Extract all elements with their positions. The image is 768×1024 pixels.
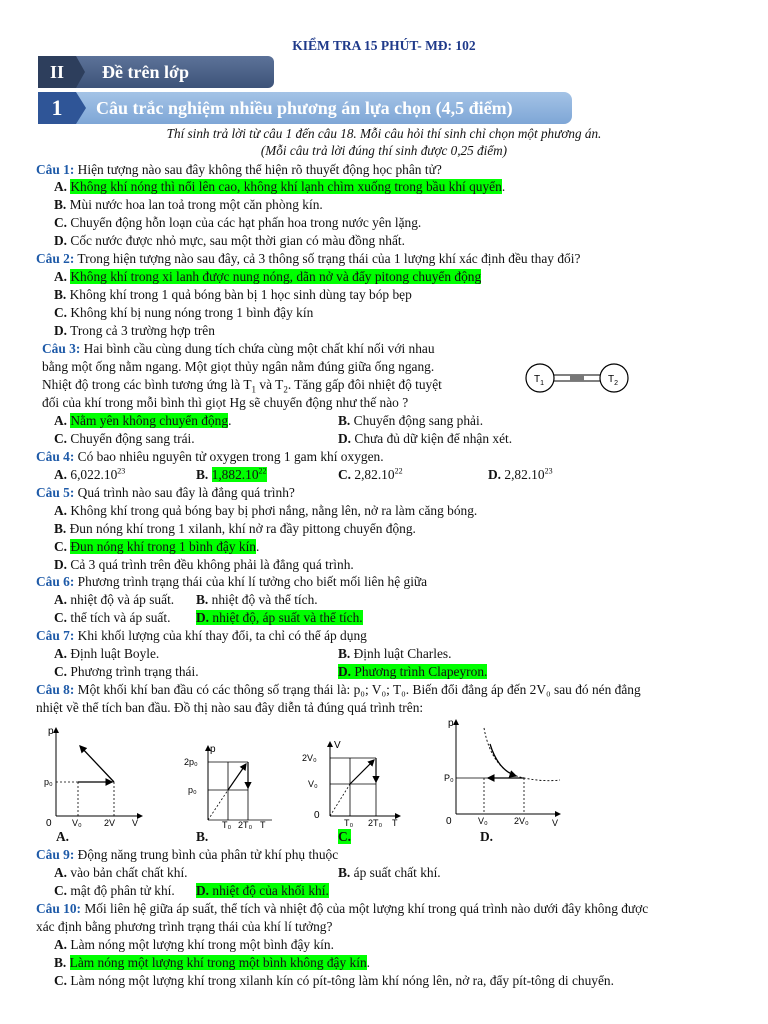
question-10-line-2: xác định bằng phương trình trạng thái của khí lí tưởng? bbox=[36, 919, 333, 934]
q1-option-b: B. Mùi nước hoa lan toả trong một căn phòng kín. bbox=[54, 197, 323, 212]
question-2: Câu 2: Trong hiện tượng nào sau đây, cả 3 thông số trạng thái của 1 lượng khí xác định đều thay đổi? bbox=[36, 251, 581, 266]
q9-option-c: C. mật độ phân tử khí. bbox=[54, 883, 175, 898]
graph-c bbox=[300, 736, 410, 830]
svg-text:V: V bbox=[132, 818, 139, 828]
two-flask-figure bbox=[522, 360, 634, 396]
flask-t2-label: $T_2$ bbox=[608, 374, 619, 387]
question-10-line-1: Câu 10: Mối liên hệ giữa áp suất, thể tích và nhiệt độ của một lượng khí trong quá trình nào dưới đây không được bbox=[36, 901, 649, 916]
instruction-line-2: (Mỗi câu trả lời đúng thí sinh được 0,25 điểm) bbox=[260, 143, 508, 158]
exam-title: KIỂM TRA 15 PHÚT- MĐ: 102 bbox=[292, 38, 476, 53]
question-8-line-1: Câu 8: Một khối khí ban đầu có các thông số trạng thái là: p₀; V₀; T₀. Biến đổi đẳng áp đến 2V₀ sau đó nén đẳng bbox=[36, 682, 641, 697]
q2-option-c: C. Không khí bị nung nóng trong 1 bình đậy kín bbox=[54, 305, 314, 320]
svg-text:2V₀: 2V₀ bbox=[514, 816, 529, 826]
q10-option-c: C. Làm nóng một lượng khí trong xilanh kín có pít-tông làm khí nóng lên, nở ra, đẩy pít-tông di chuyển. bbox=[54, 973, 614, 988]
svg-text:0: 0 bbox=[314, 810, 320, 821]
question-6: Câu 6: Phương trình trạng thái của khí lí tưởng cho biết mối liên hệ giữa bbox=[36, 574, 428, 589]
q9-option-b: B. áp suất chất khí. bbox=[338, 865, 441, 880]
q6-option-c: C. thể tích và áp suất. bbox=[54, 610, 171, 625]
graph-b-label: B. bbox=[196, 829, 209, 844]
graph-d-label: D. bbox=[480, 829, 494, 844]
question-5: Câu 5: Quá trình nào sau đây là đẳng quá trình? bbox=[36, 485, 295, 500]
svg-text:T: T bbox=[392, 818, 398, 828]
q3-option-a: A. Nằm yên không chuyển động. bbox=[54, 413, 232, 428]
q5-option-b: B. Đun nóng khí trong 1 xilanh, khí nở ra đầy pittong chuyển động. bbox=[54, 521, 416, 536]
graph-c-label: C. bbox=[338, 829, 352, 844]
svg-text:V: V bbox=[334, 740, 341, 751]
svg-text:V₀: V₀ bbox=[72, 818, 82, 828]
q7-option-a: A. Định luật Boyle. bbox=[54, 646, 160, 661]
mercury-drop bbox=[570, 375, 584, 381]
question-8-line-2: nhiệt về thể tích ban đầu. Đồ thị nào sau đây diễn tả đúng quá trình trên: bbox=[36, 700, 424, 715]
svg-text:V₀: V₀ bbox=[478, 816, 488, 826]
q7-option-c: C. Phương trình trạng thái. bbox=[54, 664, 199, 679]
svg-text:2V₀: 2V₀ bbox=[302, 753, 317, 763]
svg-text:p: p bbox=[210, 744, 216, 755]
q10-option-b: B. Làm nóng một lượng khí trong một bình không đậy kín. bbox=[54, 955, 371, 970]
q1-option-d: D. Cốc nước được nhỏ mực, sau một thời gian có màu đồng nhất. bbox=[54, 233, 405, 248]
svg-text:T₀: T₀ bbox=[344, 818, 354, 828]
compression-segment bbox=[80, 746, 114, 782]
q9-option-d: D. nhiệt độ của khối khí. bbox=[196, 883, 329, 898]
graph-a-label: A. bbox=[56, 829, 70, 844]
svg-text:2T₀: 2T₀ bbox=[238, 820, 253, 830]
svg-text:V₀: V₀ bbox=[308, 779, 318, 789]
question-4: Câu 4: Có bao nhiêu nguyên tử oxygen trong 1 gam khí oxygen. bbox=[36, 449, 384, 464]
q1-option-c: C. Chuyển động hỗn loạn của các hạt phấn hoa trong nước yên lặng. bbox=[54, 215, 422, 230]
svg-text:p: p bbox=[448, 718, 454, 729]
q3-option-d: D. Chưa đủ dữ kiện để nhận xét. bbox=[338, 431, 513, 446]
section-title: Đề trên lớp bbox=[102, 62, 189, 82]
section-header-ii bbox=[38, 56, 274, 88]
subsection-header-1 bbox=[38, 92, 572, 124]
q3-option-b: B. Chuyển động sang phải. bbox=[338, 413, 484, 428]
svg-text:2p₀: 2p₀ bbox=[184, 757, 198, 767]
subsection-number: 1 bbox=[38, 92, 76, 124]
q6-option-d: D. nhiệt độ, áp suất và thể tích. bbox=[196, 610, 363, 625]
svg-text:p₀: p₀ bbox=[44, 777, 53, 787]
graph-d bbox=[440, 714, 570, 828]
q6-option-a: A. nhiệt độ và áp suất. bbox=[54, 592, 175, 607]
svg-text:2T₀: 2T₀ bbox=[368, 818, 383, 828]
question-7: Câu 7: Khi khối lượng của khí thay đổi, ta chỉ có thể áp dụng bbox=[36, 628, 367, 643]
q7-option-d: D. Phương trình Clapeyron. bbox=[338, 664, 488, 679]
q9-option-a: A. vào bản chất chất khí. bbox=[54, 865, 188, 880]
svg-text:2V: 2V bbox=[104, 818, 116, 828]
svg-text:p: p bbox=[48, 726, 54, 737]
q2-option-a: A. Không khí trong xi lanh được nung nóng, dãn nở và đẩy pitong chuyển động bbox=[54, 269, 482, 284]
svg-text:P₀: P₀ bbox=[444, 773, 454, 783]
q1-option-a: A. Không khí nóng thì nổi lên cao, không khí lạnh chìm xuống trong bầu khí quyển. bbox=[54, 179, 506, 194]
svg-text:T₀: T₀ bbox=[222, 820, 232, 830]
question-1: Câu 1: Hiện tượng nào sau đây không thể hiện rõ thuyết động học phân tử? bbox=[36, 162, 442, 177]
question-3-line-1: Câu 3: Hai bình cầu cùng dung tích chứa cùng một chất khí nối với nhau bbox=[42, 341, 435, 356]
section-number: II bbox=[38, 56, 76, 88]
svg-text:0: 0 bbox=[446, 816, 452, 827]
question-3-line-2: bằng một ống nằm ngang. Một giọt thủy ngân nằm đúng giữa ống ngang. bbox=[42, 359, 435, 374]
svg-text:V: V bbox=[552, 818, 559, 828]
graph-b bbox=[178, 740, 278, 830]
q6-option-b: B. nhiệt độ và thể tích. bbox=[196, 592, 318, 607]
q2-option-b: B. Không khí trong 1 quả bóng bàn bị 1 học sinh dùng tay bóp bẹp bbox=[54, 287, 412, 302]
svg-text:p₀: p₀ bbox=[188, 785, 197, 795]
q10-option-a: A. Làm nóng một lượng khí trong một bình đậy kín. bbox=[54, 937, 334, 952]
q2-option-d: D. Trong cả 3 trường hợp trên bbox=[54, 323, 215, 338]
graph-a bbox=[42, 722, 152, 830]
isotherm-curve bbox=[490, 744, 516, 776]
q4-option-b: B. 1,882.10$^{22}$ bbox=[196, 466, 267, 482]
subsection-title: Câu trắc nghiệm nhiều phương án lựa chọn (4,5 điểm) bbox=[96, 98, 513, 118]
question-9: Câu 9: Động năng trung bình của phân tử khí phụ thuộc bbox=[36, 847, 339, 862]
q7-option-b: B. Định luật Charles. bbox=[338, 646, 452, 661]
q5-option-a: A. Không khí trong quả bóng bay bị phơi nắng, nằng lên, nở ra làm căng bóng. bbox=[54, 503, 478, 518]
q4-option-a: A. 6,022.10$^{23}$ bbox=[54, 466, 126, 482]
instruction-line-1: Thí sinh trả lời từ câu 1 đến câu 18. Mỗi câu hỏi thí sinh chỉ chọn một phương án. bbox=[166, 126, 602, 141]
question-3-line-4: đối của khí trong mỗi bình thì giọt Hg sẽ chuyển động như thế nào ? bbox=[42, 395, 409, 410]
q4-option-c: C. 2,82.10$^{22}$ bbox=[338, 466, 403, 482]
svg-text:T: T bbox=[260, 820, 266, 830]
flask-t1-label: $T_1$ bbox=[534, 374, 545, 387]
question-3-line-3: Nhiệt độ trong các bình tương ứng là $T_1$ và $T_2$. Tăng gấp đôi nhiệt độ tuyệt bbox=[42, 377, 442, 395]
q5-option-c: C. Đun nóng khí trong 1 bình đậy kín. bbox=[54, 539, 260, 554]
q4-option-d: D. 2,82.10$^{23}$ bbox=[488, 466, 553, 482]
svg-text:0: 0 bbox=[46, 818, 52, 829]
q5-option-d: D. Cả 3 quá trình trên đều không phải là đẳng quá trình. bbox=[54, 557, 354, 572]
q3-option-c: C. Chuyển động sang trái. bbox=[54, 431, 195, 446]
